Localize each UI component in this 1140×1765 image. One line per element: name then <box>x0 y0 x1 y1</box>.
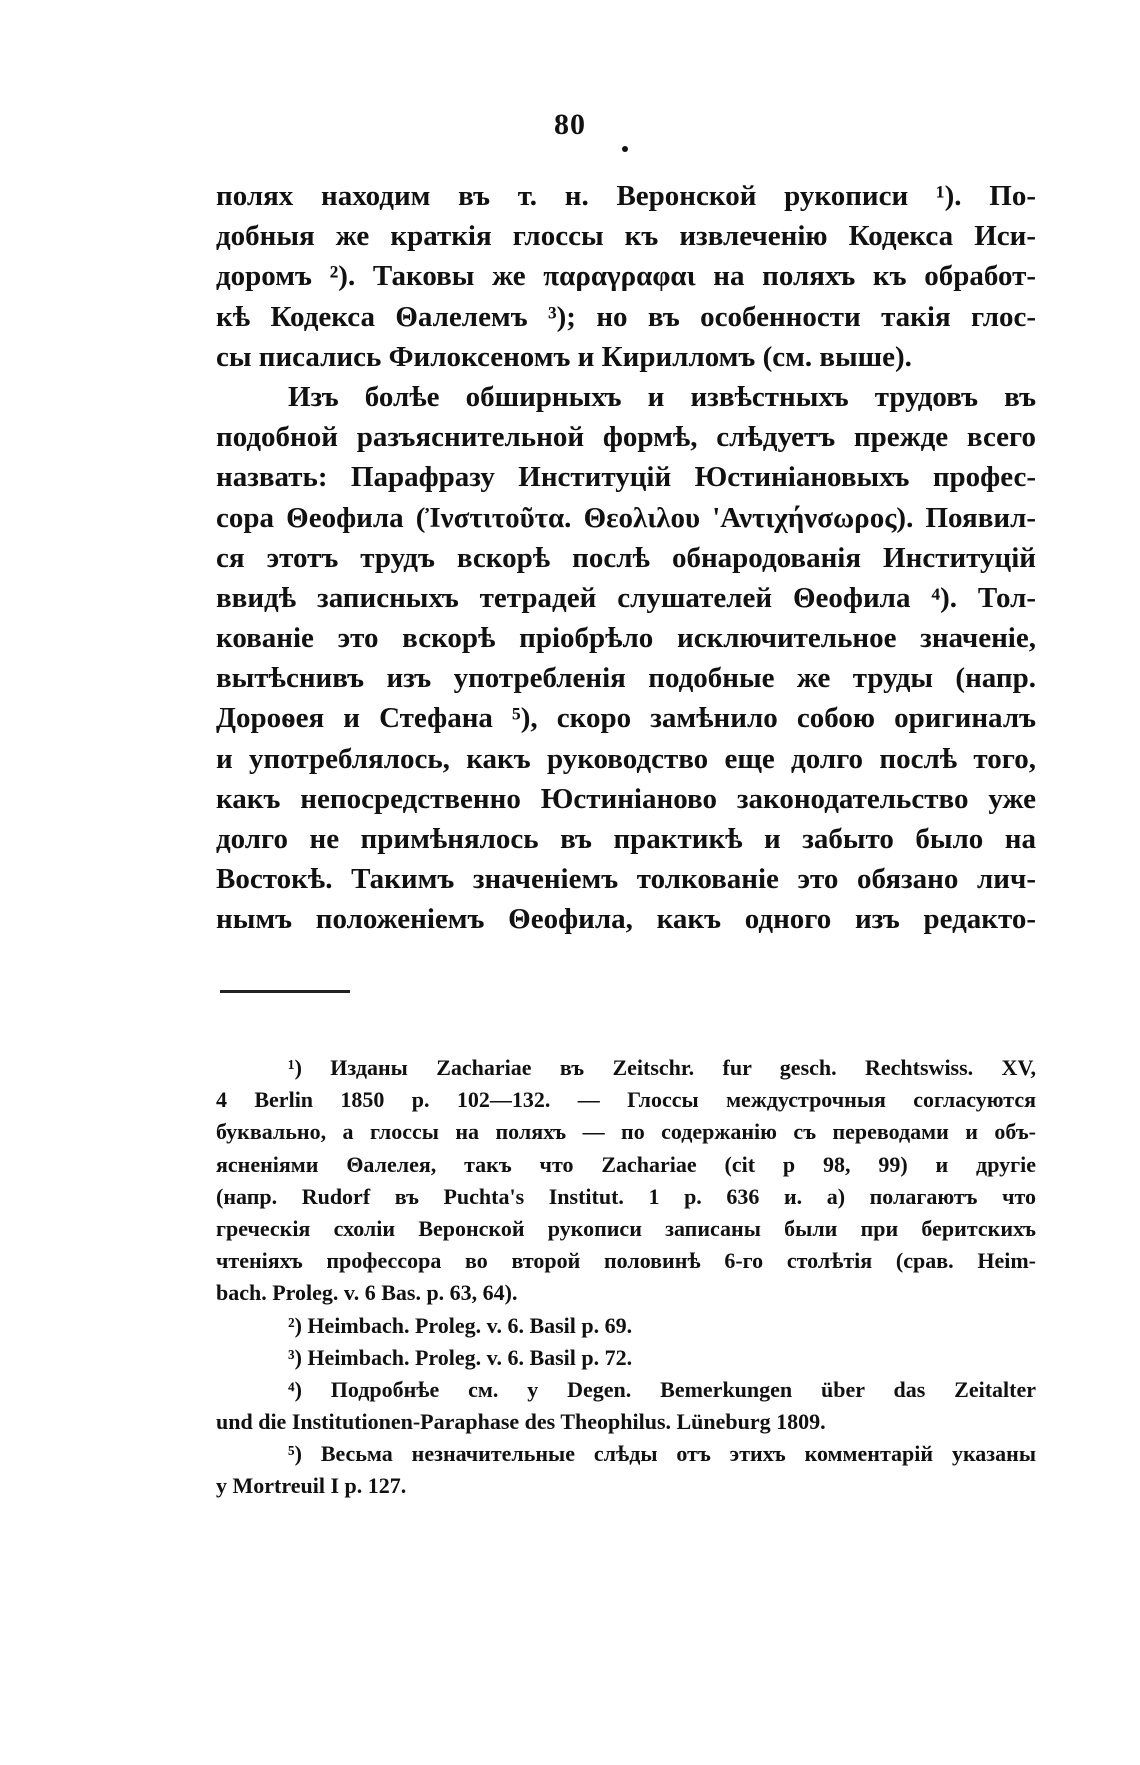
footnote-line: греческія схоліи Веронской рукописи записаны были при беритскихъ <box>216 1215 1036 1241</box>
text-line: полях находим въ т. н. Веронской рукописи ¹). По- <box>216 180 1036 212</box>
text-line: сора Θеофила (Ἰνστιτοῦτα. Θεολιλου 'Αντιχήνσωρος). Появил- <box>216 501 1036 534</box>
footnote-line: ²) Heimbach. Proleg. v. 6. Basil p. 69. <box>288 1312 633 1338</box>
footnote-line: (напр. Rudorf въ Puchta's Institut. 1 p. 636 и. а) полагаютъ что <box>216 1183 1036 1209</box>
text-line: доромъ ²). Таковы же παραγραφαι на поляхъ къ обработ- <box>216 260 1036 293</box>
footnote-line: ⁵) Весьма незначительные слѣды отъ этихъ комментарій указаны <box>288 1441 1036 1467</box>
page-number: 80 <box>554 108 586 141</box>
footnote-line: ⁴) Подробнѣе см. у Degen. Bemerkungen über das Zeitalter <box>288 1376 1036 1402</box>
footnote-line: ³) Heimbach. Proleg. v. 6. Basil p. 72. <box>288 1344 633 1370</box>
footnote-line: und die Institutionen-Paraphase des Theophilus. Lüneburg 1809. <box>216 1409 826 1435</box>
text-line: вытѣснивъ изъ употребленія подобные же труды (напр. <box>216 662 1036 695</box>
footnote-line: буквально, а глоссы на поляхъ — по содержанію съ переводами и объ- <box>216 1119 1036 1145</box>
footnote-divider <box>220 990 350 993</box>
text-line: кованіе это вскорѣ пріобрѣло исключительное значеніе, <box>216 622 1036 655</box>
footnote-line: bach. Proleg. v. 6 Bas. p. 63, 64). <box>216 1280 518 1306</box>
text-line: Дороѳея и Стефана ⁵), скоро замѣнило собою оригиналъ <box>216 702 1036 735</box>
text-line: добныя же краткія глоссы къ извлеченію Кодекса Иси- <box>216 220 1036 253</box>
text-line: подобной разъяснительной формѣ, слѣдуетъ прежде всего <box>216 421 1036 454</box>
text-line: назвать: Парафразу Институцій Юстиніановыхъ профес- <box>216 461 1036 494</box>
print-dot <box>622 146 628 152</box>
text-line: нымъ положеніемъ Θеофила, какъ одного изъ редакто- <box>216 903 1036 936</box>
text-line: долго не примѣнялось въ практикѣ и забыто было на <box>216 823 1036 855</box>
footnote-line: ясненіями Θалелея, такъ что Zachariae (cit p 98, 99) и другіе <box>216 1151 1036 1177</box>
footnotes <box>216 1052 1036 1503</box>
footnote-line: у Mortreuil I p. 127. <box>216 1473 407 1499</box>
footnote-line: ¹) Изданы Zachariae въ Zeitschr. fur gesch. Rechtswiss. XV, <box>288 1055 1036 1080</box>
text-line: кѣ Кодекса Θалелемъ ³); но въ особенности такія глос- <box>216 300 1036 333</box>
main-text <box>216 176 1036 940</box>
text-line: Изъ болѣе обширныхъ и извѣстныхъ трудовъ въ <box>288 380 1036 413</box>
text-line: и употреблялось, какъ руководство еще долго послѣ того, <box>216 742 1036 775</box>
footnote-line: 4 Berlin 1850 p. 102—132. — Глоссы междустрочныя согласуются <box>216 1087 1036 1113</box>
text-line: ввидѣ записныхъ тетрадей слушателей Θеофила ⁴). Тол- <box>216 581 1036 614</box>
text-line: сы писались Филоксеномъ и Кирилломъ (см. выше). <box>216 340 912 373</box>
text-line: ся этотъ трудъ вскорѣ послѣ обнародованія Институцій <box>216 541 1036 574</box>
footnote-line: чтеніяхъ профессора во второй половинѣ 6-го столѣтія (срав. Heim- <box>216 1248 1036 1274</box>
text-line: Востокѣ. Такимъ значеніемъ толкованіе это обязано лич- <box>216 863 1036 896</box>
text-line: какъ непосредственно Юстиніаново законодательство уже <box>216 782 1036 815</box>
